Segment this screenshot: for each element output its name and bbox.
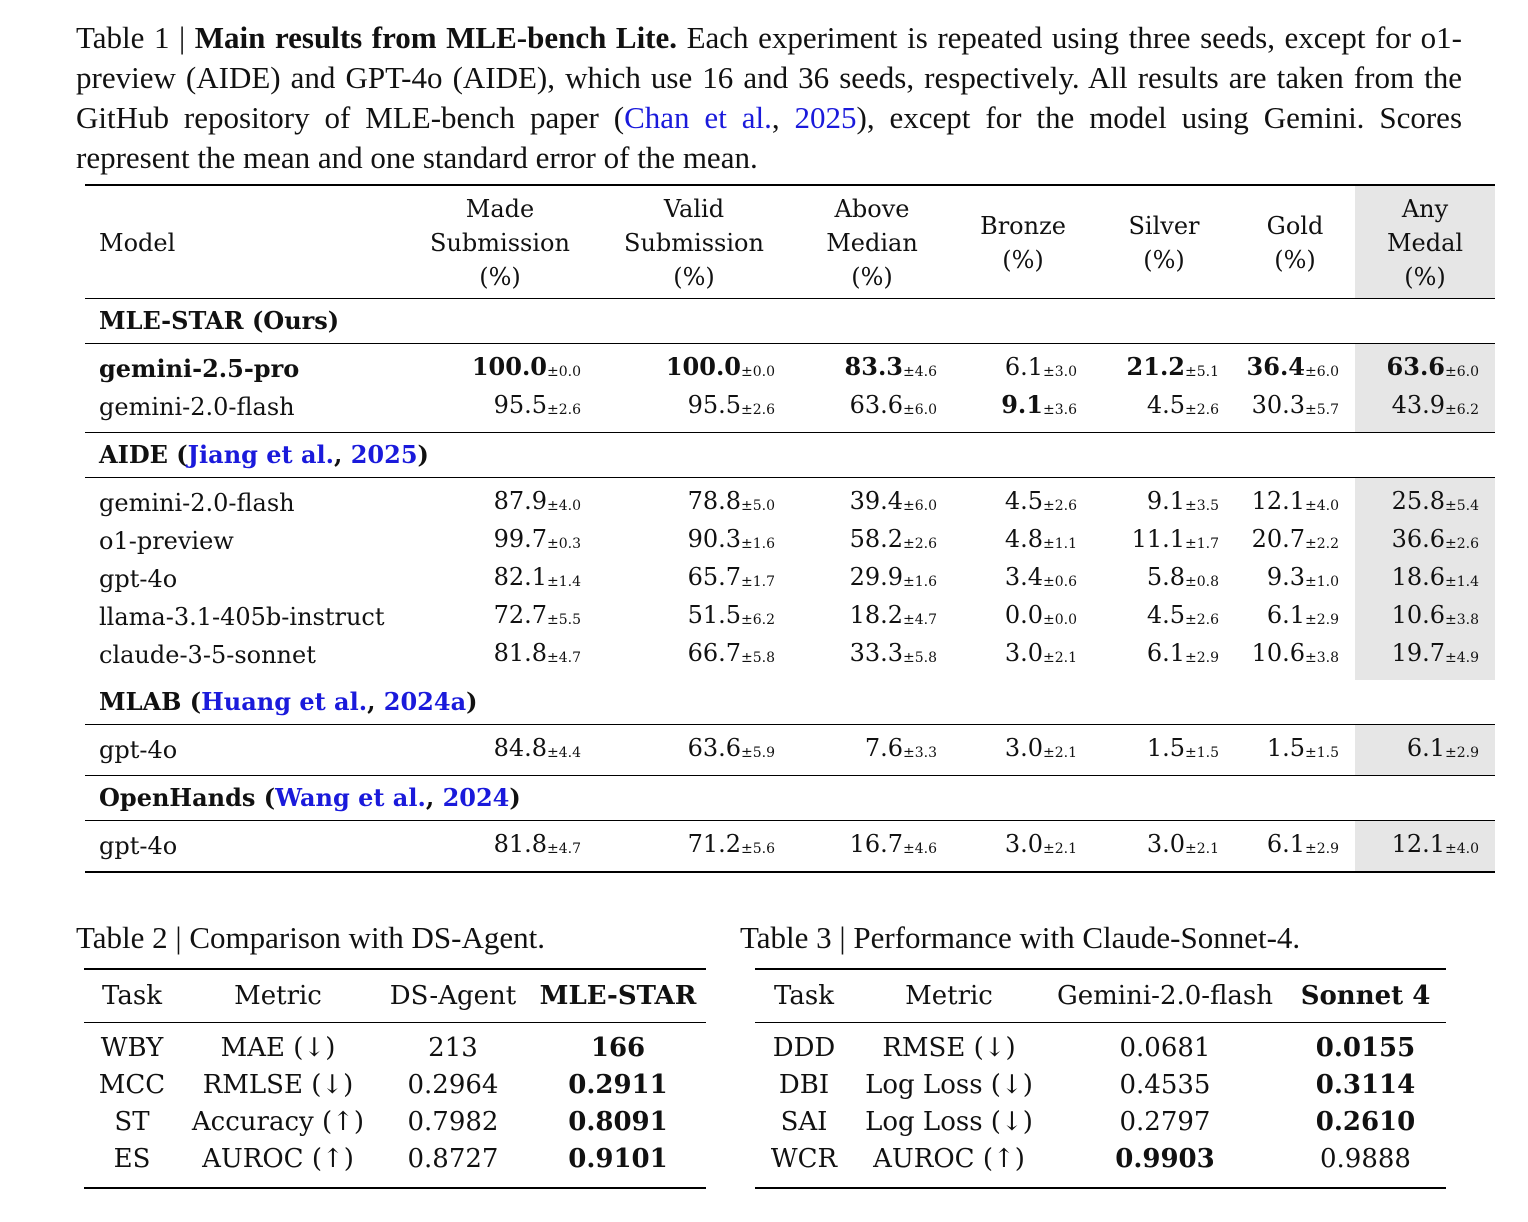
group-label: MLAB (Huang et al., 2024a) (99, 687, 478, 716)
cell-metric: AUROC (↑) (853, 1141, 1045, 1188)
group-label: MLE-STAR (Ours) (99, 306, 340, 335)
group-label: OpenHands (Wang et al., 2024) (85, 776, 1495, 821)
table2-header-row (84, 969, 706, 1023)
cell-any: $43.9_{\pm 6.2}$ (1355, 388, 1495, 433)
table-row (85, 388, 1495, 433)
header-task: Task (84, 969, 180, 1023)
table-row (84, 1023, 706, 1068)
cell-made: $100.0_{\pm 0.0}$ (403, 344, 597, 389)
cell-bronze: $9.1_{\pm 3.6}$ (1001, 390, 1077, 419)
cell-valid: $71.2_{\pm 5.6}$ (597, 821, 791, 873)
header-mle-star: MLE-STAR (530, 969, 706, 1023)
cell-gold: $30.3_{\pm 5.7}$ (1251, 391, 1339, 419)
cell-valid: $100.0_{\pm 0.0}$ (597, 344, 791, 389)
cell-valid: $78.8_{\pm 5.0}$ (597, 478, 791, 523)
header-gold: Gold (%) (1235, 185, 1355, 299)
table3-header-row (755, 969, 1446, 1023)
cell-valid: $95.5_{\pm 2.6}$ (687, 391, 775, 419)
cell-metric: AUROC (↑) (180, 1141, 376, 1188)
cell-made: $87.9_{\pm 4.0}$ (403, 478, 597, 523)
cell-bronze: $4.8_{\pm 1.1}$ (1004, 525, 1077, 553)
cell-valid: $66.7_{\pm 5.8}$ (687, 639, 775, 667)
group-row-mlab (85, 680, 1495, 725)
header-task: Task (755, 969, 853, 1023)
cell-above: $39.4_{\pm 6.0}$ (791, 478, 953, 523)
table-row (85, 598, 1495, 636)
citation-link-jiang-year[interactable]: 2025 (350, 440, 418, 469)
cell-gold: $10.6_{\pm 3.8}$ (1251, 639, 1339, 667)
table1-caption-title: Main results from MLE-bench Lite. (194, 20, 678, 55)
table-row (85, 522, 1495, 560)
cell-metric: Log Loss (↓) (865, 1107, 1033, 1137)
header-valid-submission: Valid Submission (%) (597, 185, 791, 299)
table-row (84, 1141, 706, 1188)
cell-above: $33.3_{\pm 5.8}$ (849, 639, 937, 667)
cell-sonnet-4: 0.9888 (1285, 1141, 1446, 1188)
table-row (84, 1104, 706, 1141)
model-name: gpt-4o (85, 725, 403, 776)
cell-silver: $4.5_{\pm 2.6}$ (1146, 601, 1219, 629)
cell-task: WCR (755, 1141, 853, 1188)
citation-link-jiang-authors[interactable]: Jiang et al. (187, 440, 335, 469)
cell-bronze: $6.1_{\pm 3.0}$ (953, 344, 1093, 389)
model-name: gemini-2.5-pro (85, 344, 403, 389)
cell-sonnet-4: 0.2610 (1315, 1107, 1416, 1137)
cell-any: $25.8_{\pm 5.4}$ (1355, 478, 1495, 523)
cell-silver: $3.0_{\pm 2.1}$ (1093, 821, 1235, 873)
cell-bronze: $3.0_{\pm 2.1}$ (1004, 639, 1077, 667)
cell-mle-star: 0.9101 (530, 1141, 706, 1188)
cell-silver: $1.5_{\pm 1.5}$ (1093, 725, 1235, 776)
ds-agent-comparison-table (84, 968, 706, 1189)
cell-above: $16.7_{\pm 4.6}$ (791, 821, 953, 873)
cell-gold: $1.5_{\pm 1.5}$ (1235, 725, 1355, 776)
cell-silver: $6.1_{\pm 2.9}$ (1146, 639, 1219, 667)
cell-gemini-flash: 0.2797 (1119, 1107, 1211, 1137)
cell-gold: $12.1_{\pm 4.0}$ (1235, 478, 1355, 523)
cell-ds-agent: 0.8727 (376, 1141, 530, 1188)
group-row-mlestar (85, 299, 1495, 344)
cell-task: MCC (98, 1070, 166, 1100)
model-name: llama-3.1-405b-instruct (99, 603, 385, 631)
header-metric: Metric (853, 969, 1045, 1023)
table-row (755, 1023, 1446, 1068)
cell-gold: $20.7_{\pm 2.2}$ (1251, 525, 1339, 553)
model-name: gpt-4o (99, 565, 178, 593)
group-label: AIDE (Jiang et al., 2025) (85, 433, 1495, 478)
cell-gold: $9.3_{\pm 1.0}$ (1266, 563, 1339, 591)
cell-gold: $6.1_{\pm 2.9}$ (1235, 821, 1355, 873)
header-ds-agent: DS-Agent (376, 969, 530, 1023)
cell-made: $84.8_{\pm 4.4}$ (403, 725, 597, 776)
cell-task: ST (114, 1107, 150, 1137)
table-row (85, 560, 1495, 598)
cell-ds-agent: 213 (428, 1033, 478, 1063)
cell-gemini-flash: 0.9903 (1045, 1141, 1285, 1188)
cell-metric: Accuracy (↑) (191, 1107, 365, 1137)
table-row (755, 1141, 1446, 1188)
citation-link-wang-year[interactable]: 2024 (442, 783, 510, 812)
cell-bronze: $3.4_{\pm 0.6}$ (1004, 563, 1077, 591)
cell-above: $18.2_{\pm 4.7}$ (849, 601, 937, 629)
cell-made: $72.7_{\pm 5.5}$ (493, 601, 581, 629)
group-row-aide (85, 433, 1495, 478)
cell-mle-star: 166 (590, 1033, 646, 1063)
table3-caption: Table 3 | Performance with Claude-Sonnet-4. (740, 920, 1301, 955)
cell-any: $18.6_{\pm 1.4}$ (1355, 560, 1495, 598)
cell-gemini-flash: 0.0681 (1119, 1033, 1211, 1063)
model-name: claude-3-5-sonnet (99, 641, 316, 669)
cell-task: WBY (100, 1033, 164, 1063)
cell-bronze: $3.0_{\pm 2.1}$ (953, 725, 1093, 776)
cell-silver: $9.1_{\pm 3.5}$ (1093, 478, 1235, 523)
header-sonnet-4: Sonnet 4 (1285, 969, 1446, 1023)
table-row (755, 1104, 1446, 1141)
cell-task: DBI (778, 1070, 830, 1100)
cell-valid: $63.6_{\pm 5.9}$ (597, 725, 791, 776)
cell-any: $36.6_{\pm 2.6}$ (1355, 522, 1495, 560)
cell-made: $82.1_{\pm 1.4}$ (493, 563, 581, 591)
model-name: gemini-2.0-flash (99, 393, 295, 421)
citation-link-wang-authors[interactable]: Wang et al. (275, 783, 426, 812)
cell-any: $12.1_{\pm 4.0}$ (1355, 821, 1495, 873)
header-model: Model (85, 185, 403, 299)
main-results-table (85, 184, 1495, 873)
cell-metric: RMSE (↓) (882, 1033, 1016, 1063)
cell-valid: $65.7_{\pm 1.7}$ (687, 563, 775, 591)
cell-metric: MAE (↓) (220, 1033, 336, 1063)
header-bronze: Bronze (%) (953, 185, 1093, 299)
table1-header-row (85, 185, 1495, 299)
cell-above: $7.6_{\pm 3.3}$ (791, 725, 953, 776)
table-row (85, 636, 1495, 680)
cell-sonnet-4: 0.0155 (1315, 1033, 1416, 1063)
cell-made: $81.8_{\pm 4.7}$ (493, 639, 581, 667)
table1-caption-label: Table 1 | (76, 20, 195, 55)
citation-link-chan-authors[interactable]: Chan et al. (624, 100, 772, 135)
table1-caption-text-a: Each experiment is repeated using three seeds, except for o1-preview (AIDE) and GPT-4o (AIDE), which use 16 and 36 seeds, respectively. All results are taken from the GitHub repository of MLE-bench paper ( (76, 20, 1463, 135)
header-metric: Metric (180, 969, 376, 1023)
citation-link-chan-year[interactable]: 2025 (794, 100, 857, 135)
cell-made: $81.8_{\pm 4.7}$ (403, 821, 597, 873)
cell-ds-agent: 0.2964 (407, 1070, 499, 1100)
model-name: o1-preview (99, 527, 234, 555)
cell-any: $6.1_{\pm 2.9}$ (1355, 725, 1495, 776)
table-row (85, 725, 1495, 776)
cell-valid: $51.5_{\pm 6.2}$ (687, 601, 775, 629)
citation-link-huang-authors[interactable]: Huang et al. (201, 687, 368, 716)
cell-ds-agent: 0.7982 (407, 1107, 499, 1137)
cell-silver: $5.8_{\pm 0.8}$ (1146, 563, 1219, 591)
header-gemini-flash: Gemini-2.0-flash (1045, 969, 1285, 1023)
cell-bronze: $3.0_{\pm 2.1}$ (953, 821, 1093, 873)
cell-metric: Log Loss (↓) (865, 1070, 1033, 1100)
table-row (85, 478, 1495, 523)
cell-task: ES (84, 1141, 180, 1188)
table1-caption (76, 18, 1462, 178)
citation-sep: , (771, 100, 795, 135)
header-made-submission: Made Submission (%) (403, 185, 597, 299)
cell-silver: $21.2_{\pm 5.1}$ (1093, 344, 1235, 389)
cell-made: $99.7_{\pm 0.3}$ (493, 525, 581, 553)
cell-task: SAI (780, 1107, 828, 1137)
cell-valid: $90.3_{\pm 1.6}$ (687, 525, 775, 553)
table-row (85, 821, 1495, 873)
header-any-medal: Any Medal (%) (1355, 185, 1495, 299)
cell-above: $63.6_{\pm 6.0}$ (849, 391, 937, 419)
cell-gemini-flash: 0.4535 (1119, 1070, 1211, 1100)
cell-silver: $4.5_{\pm 2.6}$ (1146, 391, 1219, 419)
cell-above: $58.2_{\pm 2.6}$ (849, 525, 937, 553)
table2-caption: Table 2 | Comparison with DS-Agent. (76, 920, 545, 955)
table-row (85, 344, 1495, 389)
table-row (755, 1067, 1446, 1104)
cell-task: DDD (772, 1033, 836, 1063)
cell-gold: $36.4_{\pm 6.0}$ (1235, 344, 1355, 389)
model-name: gemini-2.0-flash (85, 478, 403, 523)
header-silver: Silver (%) (1093, 185, 1235, 299)
cell-any: $19.7_{\pm 4.9}$ (1355, 636, 1495, 680)
cell-mle-star: 0.8091 (568, 1107, 668, 1137)
cell-gold: $6.1_{\pm 2.9}$ (1266, 601, 1339, 629)
model-name: gpt-4o (85, 821, 403, 873)
cell-above: $83.3_{\pm 4.6}$ (791, 344, 953, 389)
group-row-openhands (85, 776, 1495, 821)
cell-silver: $11.1_{\pm 1.7}$ (1131, 525, 1219, 553)
header-above-median: Above Median (%) (791, 185, 953, 299)
cell-above: $29.9_{\pm 1.6}$ (849, 563, 937, 591)
cell-bronze: $0.0_{\pm 0.0}$ (1004, 601, 1077, 629)
cell-sonnet-4: 0.3114 (1315, 1070, 1416, 1100)
cell-metric: RMLSE (↓) (202, 1070, 354, 1100)
cell-made: $95.5_{\pm 2.6}$ (493, 391, 581, 419)
table1-caption-text-b: ), except for the model using Gemini. Scores represent the mean and one standard error of the mean. (76, 100, 1463, 175)
cell-mle-star: 0.2911 (568, 1070, 668, 1100)
citation-link-huang-year[interactable]: 2024a (383, 687, 467, 716)
cell-any: $63.6_{\pm 6.0}$ (1355, 344, 1495, 389)
cell-any: $10.6_{\pm 3.8}$ (1355, 598, 1495, 636)
table-row (84, 1067, 706, 1104)
cell-bronze: $4.5_{\pm 2.6}$ (953, 478, 1093, 523)
claude-sonnet-performance-table (755, 968, 1446, 1189)
